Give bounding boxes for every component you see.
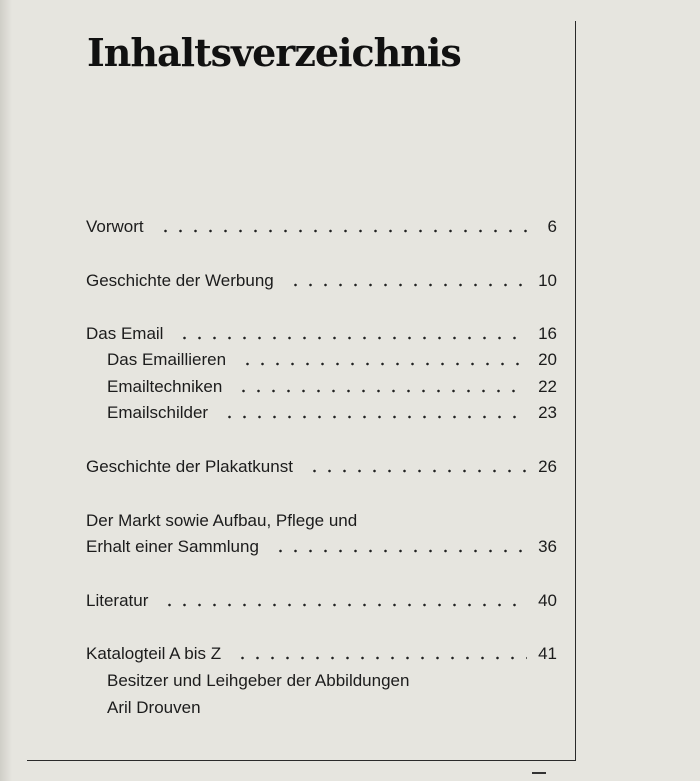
toc-subentry-author: Aril Drouven	[107, 698, 201, 717]
toc-entry-das-email[interactable]	[86, 323, 557, 345]
toc-entry-label: Emailschilder	[107, 403, 209, 422]
dot-leader	[273, 549, 527, 553]
dot-leader	[288, 283, 527, 287]
toc-subentry-emailtechniken[interactable]	[107, 376, 557, 398]
dot-leader	[162, 603, 527, 607]
toc-entry-label: Vorwort	[86, 217, 144, 236]
toc-entry-markt-line1[interactable]: Der Markt sowie Aufbau, Pflege und	[86, 511, 358, 530]
toc-entry-page: 16	[538, 324, 557, 343]
toc-entry-label: Literatur	[86, 591, 149, 610]
dot-leader	[240, 362, 527, 366]
toc-entry-page: 41	[538, 644, 557, 663]
toc-entry-label: Geschichte der Werbung	[86, 271, 274, 290]
toc-entry-page: 40	[538, 591, 557, 610]
toc-subentry-besitzer: Besitzer und Leihgeber der Abbildungen	[107, 671, 410, 690]
toc-entry-page: 22	[538, 377, 557, 396]
toc-entry-geschichte-werbung[interactable]	[86, 270, 557, 292]
toc-entry-label: Katalogteil A bis Z	[86, 644, 222, 663]
toc-entry-vorwort[interactable]	[86, 216, 557, 238]
toc-entry-plakatkunst[interactable]	[86, 456, 557, 478]
toc-entry-page: 23	[538, 403, 557, 422]
dot-leader	[177, 336, 527, 340]
dot-leader	[158, 229, 527, 233]
toc-entry-label: Geschichte der Plakatkunst	[86, 457, 293, 476]
toc-subentry-emailschilder[interactable]	[107, 402, 557, 424]
toc-entry-label: Das Emaillieren	[107, 350, 227, 369]
toc-entry-literatur[interactable]	[86, 590, 557, 612]
toc-entry-page: 26	[538, 457, 557, 476]
toc-entry-label: Erhalt einer Sammlung	[86, 537, 259, 556]
toc-entry-katalogteil[interactable]	[86, 643, 557, 665]
toc-entry-label: Das Email	[86, 324, 164, 343]
page-title: Inhaltsverzeichnis	[87, 30, 461, 75]
dot-leader	[222, 415, 527, 419]
bottom-edge-mark	[532, 772, 546, 774]
toc-entry-page: 20	[538, 350, 557, 369]
toc-subentry-emaillieren[interactable]	[107, 349, 557, 371]
page-edge-shadow	[0, 0, 12, 781]
toc-entry-page: 36	[538, 537, 557, 556]
dot-leader	[236, 389, 527, 393]
toc-entry-page: 6	[547, 217, 557, 236]
toc-entry-page: 10	[538, 271, 557, 290]
toc-entry-markt-sammlung[interactable]	[86, 536, 557, 558]
dot-leader	[235, 656, 527, 660]
toc-entry-label: Emailtechniken	[107, 377, 223, 396]
dot-leader	[307, 469, 527, 473]
